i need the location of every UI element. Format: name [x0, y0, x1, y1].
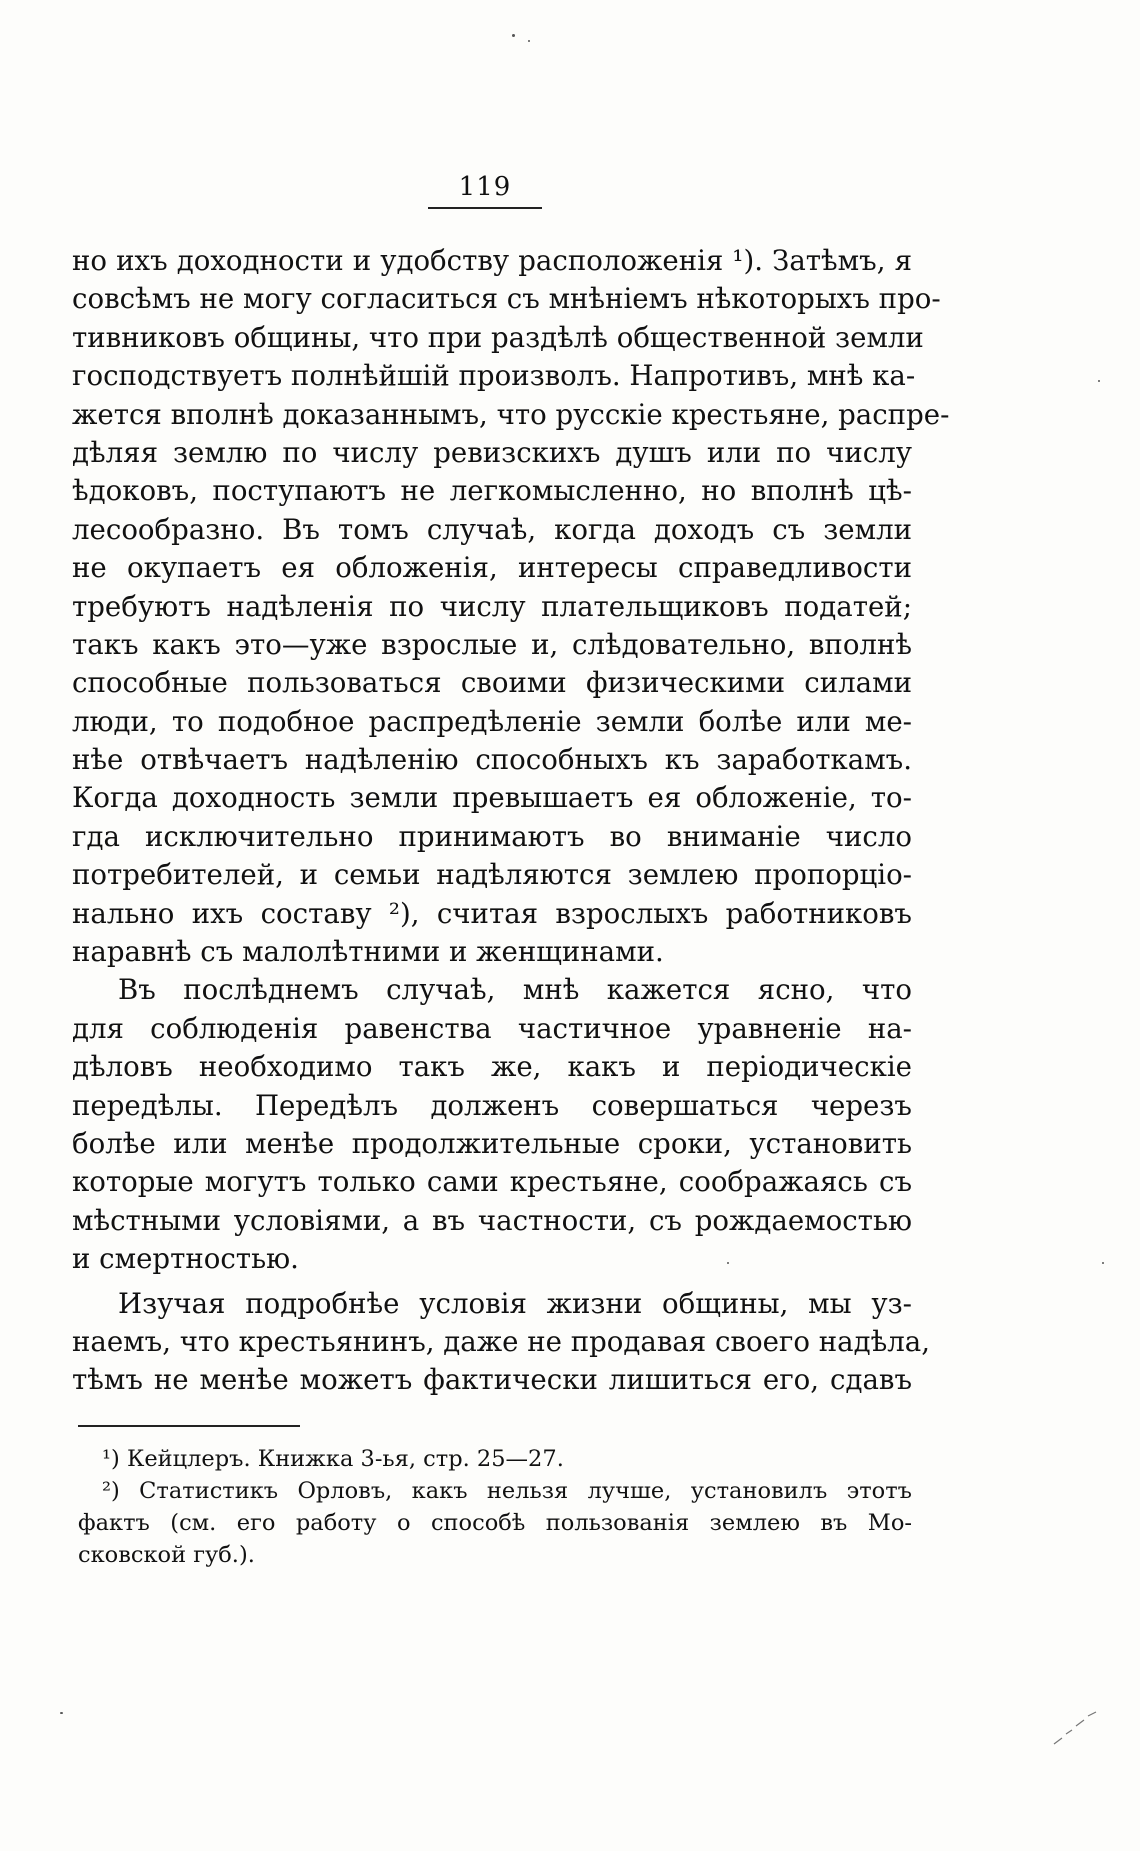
text-line: которые могутъ только сами крестьяне, соображаясь съ	[72, 1165, 912, 1199]
text-line: нѣе отвѣчаетъ надѣленію способныхъ къ заработкамъ.	[72, 743, 912, 777]
footnote-1	[78, 1443, 912, 1475]
paragraph-3	[72, 1285, 930, 1400]
text-line: Изучая подробнѣе условія жизни общины, мы уз-	[118, 1286, 912, 1320]
scan-speck	[60, 1712, 63, 1714]
text-line: способные пользоваться своими физическими силами	[72, 666, 912, 700]
text-line: люди, то подобное распредѣленіе земли болѣе или ме-	[72, 704, 912, 738]
text-line: дѣловъ необходимо такъ же, какъ и періодическіе	[72, 1050, 912, 1084]
footnote-line: ¹) Кейцлеръ. Книжка 3-ья, стр. 25—27.	[102, 1446, 564, 1472]
footnote-rule	[78, 1425, 300, 1427]
text-line: такъ какъ это—уже взрослые и, слѣдовательно, вполнѣ	[72, 627, 912, 661]
text-line: не окупаетъ ея обложенія, интересы справедливости	[72, 551, 912, 585]
text-line: но ихъ доходности и удобству расположенія ¹). Затѣмъ, я	[72, 244, 912, 277]
text-line: потребителей, и семьи надѣляются землею пропорціо-	[72, 858, 912, 892]
text-line: гда исключительно принимаютъ во вниманіе число	[72, 819, 912, 853]
paragraph-2	[72, 971, 912, 1278]
text-line: требуютъ надѣленія по числу плательщиковъ податей;	[72, 589, 912, 623]
text-line: наравнѣ съ малолѣтними и женщинами.	[72, 935, 664, 969]
footnotes	[78, 1443, 912, 1571]
text-line: Когда доходность земли превышаетъ ея обложеніе, то-	[72, 781, 912, 815]
scan-pencil-mark	[1050, 1708, 1100, 1748]
scan-speck	[1098, 380, 1100, 382]
page-number: 119	[458, 172, 512, 202]
text-line: мѣстными условіями, а въ частности, съ рождаемостью	[72, 1203, 912, 1237]
footnote-line: фактъ (см. его работу о способѣ пользованія землею въ Мо-	[78, 1510, 912, 1536]
text-line: болѣе или менѣе продолжительные сроки, установить	[72, 1126, 912, 1160]
scan-speck	[528, 40, 530, 42]
footnote-line: сковской губ.).	[78, 1542, 255, 1568]
text-line: совсѣмъ не могу согласиться съ мнѣніемъ нѣкоторыхъ про-	[72, 282, 941, 316]
paragraph-1	[72, 242, 950, 971]
text-line: для соблюденія равенства частичное уравненіе на-	[72, 1011, 912, 1045]
text-line: тивниковъ общины, что при раздѣлѣ общественной земли	[72, 320, 924, 354]
text-line: дѣляя землю по числу ревизскихъ душъ или по числу	[72, 435, 912, 469]
text-line: ѣдоковъ, поступаютъ не легкомысленно, но вполнѣ цѣ-	[72, 474, 912, 508]
page-number-rule	[428, 207, 542, 209]
text-line: Въ послѣднемъ случаѣ, мнѣ кажется ясно, что	[118, 973, 912, 1007]
scan-speck	[512, 34, 515, 37]
footnote-2	[78, 1475, 912, 1571]
text-line: наемъ, что крестьянинъ, даже не продавая своего надѣла,	[72, 1324, 930, 1358]
text-line: господствуетъ полнѣйшій произволъ. Напротивъ, мнѣ ка-	[72, 359, 916, 393]
text-line: нально ихъ составу ²), считая взрослыхъ работниковъ	[72, 896, 912, 930]
text-line: жется вполнѣ доказаннымъ, что русскіе крестьяне, распре-	[72, 397, 950, 431]
text-line: лесообразно. Въ томъ случаѣ, когда доходъ съ земли	[72, 512, 912, 546]
body-text	[72, 242, 950, 1400]
scan-speck	[727, 1262, 729, 1264]
scan-speck	[1102, 1262, 1104, 1264]
footnote-line: ²) Статистикъ Орловъ, какъ нельзя лучше, установилъ этотъ	[102, 1478, 912, 1504]
text-line: тѣмъ не менѣе можетъ фактически лишиться его, сдавъ	[72, 1363, 912, 1397]
text-line: передѣлы. Передѣлъ долженъ совершаться черезъ	[72, 1088, 912, 1122]
text-line: и смертностью.	[72, 1242, 299, 1276]
